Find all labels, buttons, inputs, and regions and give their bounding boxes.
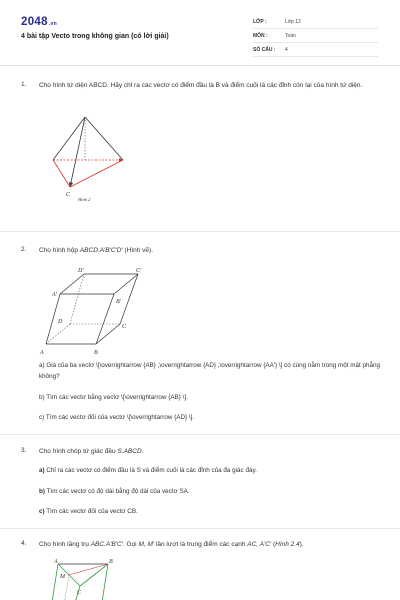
- text-part: Cho hình chóp tứ giác đều: [39, 448, 118, 455]
- point-label-b: B: [94, 350, 98, 356]
- question-3: [21, 447, 380, 459]
- question-number: 1.: [21, 81, 27, 88]
- page-title: 4 bài tập Vecto trong không gian (có lời giải): [21, 33, 169, 40]
- text-part: (: [271, 541, 276, 548]
- math-expression: M, M′: [138, 541, 155, 548]
- prism-figure: [50, 556, 120, 600]
- meta-row-subject: [253, 29, 378, 43]
- figure-caption: Hình 2: [78, 197, 91, 202]
- edge: [60, 274, 84, 294]
- text-part: . Gọi: [122, 541, 139, 548]
- edge-dashed: [46, 324, 70, 344]
- edge-red: [53, 160, 70, 187]
- count-label: SỐ CÂU :: [253, 46, 276, 53]
- logo-text: 2048: [21, 16, 48, 28]
- logo-suffix: .vn: [48, 21, 57, 27]
- point-label-a: A: [40, 350, 44, 356]
- class-value: Lớp 12: [285, 18, 301, 25]
- text-part: Cho hình hộp: [39, 247, 80, 254]
- question-text: [39, 540, 380, 551]
- part-label: b): [39, 488, 45, 495]
- document-header: [0, 0, 400, 66]
- question-3-part-c: [39, 507, 380, 518]
- question-number: 3.: [21, 447, 27, 454]
- question-2-part-b: b) Tìm các vectơ bằng vectơ \[\overrightarrow {AB} \].: [39, 394, 188, 401]
- question-text: Cho hình tứ diện ABCD. Hãy chỉ ra các vectơ có điểm đầu là B và điểm cuối là các đỉnh còn lại của hình tứ diện.: [39, 82, 363, 89]
- part-text: Chỉ ra các vectơ có điểm đầu là S và điểm cuối là các đỉnh của đa giác đáy.: [46, 467, 257, 474]
- edge-green: [80, 564, 108, 586]
- question-number: 2.: [21, 246, 27, 253]
- question-text: [39, 246, 380, 257]
- point-label-d: D: [58, 319, 63, 325]
- parallelepiped-figure: [38, 266, 148, 358]
- question-1: [21, 81, 380, 105]
- math-expression: ABCD.A′B′C′D′: [79, 247, 123, 254]
- part-label: a): [39, 467, 45, 474]
- edge-dashed: [70, 274, 84, 324]
- point-label-b-prime: B′: [116, 299, 121, 305]
- point-label-m: M: [60, 574, 65, 580]
- question-text: [39, 447, 380, 458]
- question-2-part-c: c) Tìm các vectơ đối của vectơ \[\overrightarrow {AD} \].: [39, 414, 195, 421]
- figure-reference: Hình 2.4: [275, 541, 300, 548]
- tetrahedron-figure: [50, 115, 130, 205]
- median: [69, 564, 108, 575]
- edge-red: [70, 160, 123, 187]
- point-label-b: B: [109, 559, 113, 565]
- meta-table: [253, 15, 378, 57]
- class-label: LỚP :: [253, 18, 267, 25]
- part-label: c): [39, 508, 45, 515]
- question-2: [21, 246, 380, 258]
- question-2-part-a: a) Giá của ba vectơ \[\overrightarrow {AB} ,\overrightarrow {AD} ,\overrightarrow {AA'} \] có cùng nằm trong một mặt phẳng không?: [39, 362, 380, 380]
- edge-solid: [85, 117, 123, 160]
- count-value: 4: [285, 46, 288, 53]
- point-label-c-prime: C′: [136, 268, 142, 274]
- edge-green: [52, 564, 58, 600]
- question-3-part-b: [39, 487, 380, 498]
- question-number: 4.: [21, 540, 27, 547]
- math-expression: ABC.A′B′C′: [90, 541, 123, 548]
- math-expression: S.ABCD.: [117, 448, 144, 455]
- site-logo[interactable]: [21, 16, 57, 28]
- point-label-a: A: [54, 559, 58, 565]
- meta-row-count: [253, 43, 378, 57]
- meta-row-class: [253, 15, 378, 29]
- text-part: Cho hình lăng trụ: [39, 541, 91, 548]
- point-label-a-prime: A′: [52, 292, 57, 298]
- part-text: Tìm các vectơ đối của vectơ CB.: [46, 508, 138, 515]
- point-label-c: C: [77, 590, 82, 596]
- point-label-c: C: [122, 324, 127, 330]
- subject-label: MÔN :: [253, 32, 268, 39]
- text-part: ).: [299, 541, 304, 548]
- divider: [0, 231, 400, 232]
- point-label-d-prime: D′: [78, 268, 84, 274]
- point-label-c: C: [66, 192, 71, 198]
- text-part: (Hình vẽ).: [122, 247, 153, 254]
- edge-green: [102, 564, 108, 600]
- text-part: lần lượt là trung điểm các cạnh: [154, 541, 248, 548]
- subject-value: Toán: [285, 32, 296, 39]
- divider: [0, 434, 400, 435]
- question-3-part-a: [39, 466, 380, 477]
- question-4: [21, 540, 380, 552]
- math-expression: AC, A′C′: [247, 541, 272, 548]
- divider: [0, 528, 400, 529]
- part-text: Tìm các vectơ có độ dài bằng độ dài của vectơ SA.: [46, 488, 190, 495]
